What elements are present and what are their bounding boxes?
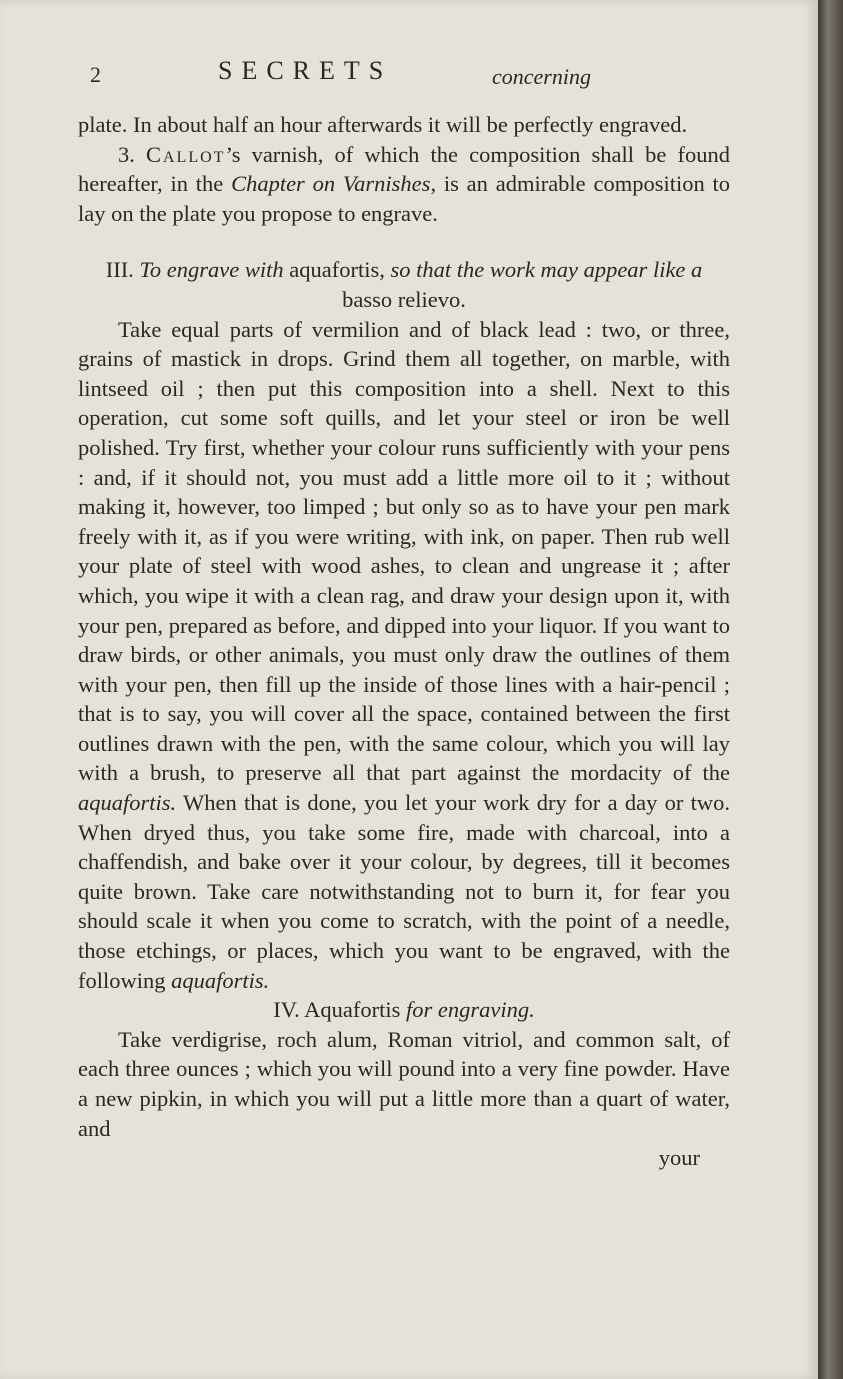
page-header bbox=[78, 56, 730, 96]
section-heading-iv: IV. Aquafortis for engraving. bbox=[273, 997, 535, 1023]
page-number: 2 bbox=[90, 62, 101, 87]
running-head: SECRETS bbox=[218, 56, 393, 85]
paragraph-continuation: plate. In about half an hour afterwards it will be perfectly engraved. bbox=[78, 112, 688, 137]
section-heading-iii: III. To engrave with aquafortis, so that the work may appear like a basso relievo. bbox=[105, 257, 703, 312]
paragraph-recipe-iv: Take verdigrise, roch alum, Roman vitriol, and common salt, of each three ounces ; which you will pound into a very fine powder. Have a new pipkin, in which you will put a little more than a quart of water, and bbox=[78, 1026, 730, 1141]
page-text bbox=[78, 56, 730, 1173]
page-edge bbox=[818, 0, 843, 1379]
paragraph-recipe-iii: Take equal parts of vermilion and of black lead : two, or three, grains of mastick in drops. Grind them all together, on marble, with lintseed oil ; then put this composition into a shell. Next to this operation, cut some soft quills, and let your steel or iron be well polished. Try first, whether your colour runs sufficiently with your pens : and, if it should not, you must add a little more oil to it ; without making it, however, too limped ; but only so as to have your pen mark freely with it, as if you were writing, with ink, on paper. Then rub well your plate of steel with wood ashes, to clean and ungrease it ; after which, you wipe it with a clean rag, and draw your design upon it, with your pen, prepared as before, and dipped into your liquor. If you want to draw birds, or other animals, you must only draw the outlines of them with your pen, then fill up the inside of those lines with a hair-pencil ; that is to say, you will cover all the space, contained between the first outlines drawn with the pen, with the same colour, which you will lay with a brush, to preserve all that part against the mordacity of the aquafortis. When that is done, you let your work dry for a day or two. When dryed thus, you take some fire, made with charcoal, into a chaffendish, and bake over it your colour, by degrees, till it becomes quite brown. Take care notwithstanding not to burn it, for fear you should scale it when you come to scratch, with the point of a needle, those etchings, or places, which you want to be engraved, with the following aquafortis. bbox=[78, 316, 731, 993]
catchword: your bbox=[658, 1145, 700, 1171]
running-head-italic: concerning bbox=[492, 64, 591, 89]
paragraph-callot-varnish: 3. Callot’s varnish, of which the composition shall be found hereafter, in the Chapter on Varnishes, is an admirable composition to lay on the plate you propose to engrave. bbox=[78, 141, 731, 226]
